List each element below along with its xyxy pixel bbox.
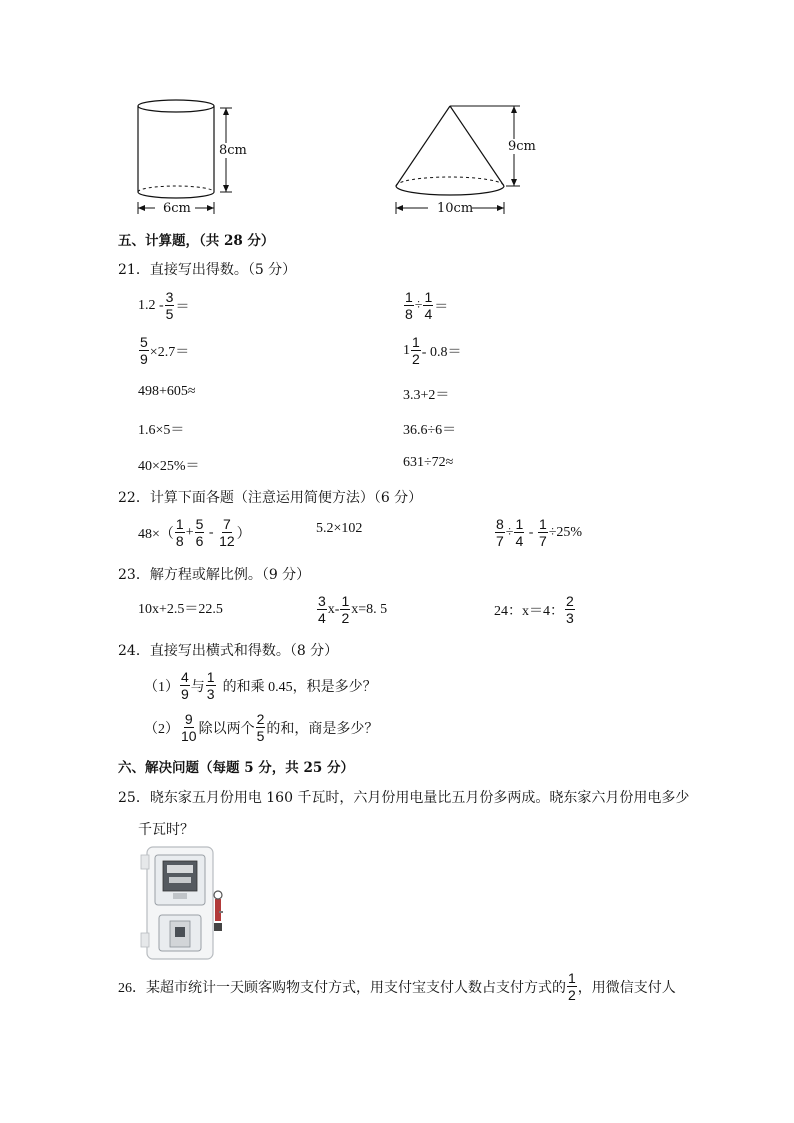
q21-item-1: 1.2 - $\frac{3}{5}$ ＝ xyxy=(138,289,190,322)
fraction: $\frac{1}{7}$ xyxy=(538,516,547,549)
q21-item-4: 1 $\frac{1}{2}$ - 0.8＝ xyxy=(403,334,462,367)
cone-height-label: 9cm xyxy=(508,139,536,154)
fraction: $\frac{1}{2}$ xyxy=(412,334,420,367)
q24-title: 24．直接写出横式和得数。（8 分） xyxy=(118,643,339,659)
q22-expr-1: 48×（ $\frac{1}{8}$ + $\frac{5}{6}$ - $\frac{7}{12}$ ） xyxy=(138,516,251,549)
q23-eq-3: 24：x＝4： $\frac{2}{3}$ xyxy=(494,593,574,626)
fraction: $\frac{3}{5}$ xyxy=(165,289,174,322)
q24-part-2: （2） $\frac{9}{10}$ 除以两个 $\frac{2}{5}$ 的和，商是多少？ xyxy=(144,711,379,744)
q26-line: 26．某超市统计一天顾客购物支付方式，用支付宝支付人数占支付方式的 $\frac{1}{2}$ ，用微信支付人 xyxy=(118,970,676,1003)
q22-expr-3: $\frac{8}{7}$ ÷ $\frac{1}{4}$ - $\frac{1}{7}$ ÷25% xyxy=(496,516,583,549)
fraction: $\frac{7}{12}$ xyxy=(219,516,235,549)
q21-item-10: 631÷72≈ xyxy=(403,455,454,470)
q23-eq-2: $\frac{3}{4}$ x- $\frac{1}{2}$ x=8. 5 xyxy=(318,593,388,626)
q25-line-2: 千瓦时？ xyxy=(138,822,194,838)
fraction: $\frac{9}{10}$ xyxy=(181,711,197,744)
fraction: $\frac{5}{9}$ xyxy=(140,334,148,367)
q21-item-6: 3.3+2＝ xyxy=(403,388,450,403)
q24-part-1: （1） $\frac{4}{9}$ 与 $\frac{1}{3}$ 的和乘 0.45，积是多少？ xyxy=(144,669,377,702)
fraction: $\frac{1}{8}$ xyxy=(175,516,184,549)
q22-title: 22．计算下面各题（注意运用简便方法）（6 分） xyxy=(118,490,423,506)
section6-title: 六、解决问题（每题 5 分，共 25 分） xyxy=(118,760,354,776)
q21-item-3: $\frac{5}{9}$ ×2.7＝ xyxy=(140,334,190,367)
fraction: $\frac{2}{5}$ xyxy=(256,711,265,744)
electric-meter-box-image xyxy=(133,843,238,963)
fraction: $\frac{1}{4}$ xyxy=(515,516,524,549)
q25-line-1: 25．晓东家五月份用电 160 千瓦时，六月份用电量比五月份多两成。晓东家六月份用电多少 xyxy=(118,790,690,806)
fraction: $\frac{3}{4}$ xyxy=(318,593,326,626)
fraction: $\frac{8}{7}$ xyxy=(496,516,504,549)
cylinder-figure xyxy=(125,96,265,221)
fraction: $\frac{5}{6}$ xyxy=(195,516,204,549)
fraction: $\frac{1}{3}$ xyxy=(206,669,215,702)
q21-item-2: $\frac{1}{8}$ ÷ $\frac{1}{4}$ ＝ xyxy=(405,289,449,322)
section5-title: 五、计算题，（共 28 分） xyxy=(118,233,275,249)
q21-title: 21．直接写出得数。（5 分） xyxy=(118,262,297,278)
q21-item-9: 40×25%＝ xyxy=(138,459,200,474)
q23-title: 23．解方程或解比例。（9 分） xyxy=(118,567,311,583)
fraction: $\frac{1}{2}$ xyxy=(341,593,350,626)
cylinder-height-label: 8cm xyxy=(219,143,247,158)
fraction: $\frac{1}{8}$ xyxy=(405,289,413,322)
fraction: $\frac{4}{9}$ xyxy=(181,669,189,702)
fraction: $\frac{1}{4}$ xyxy=(424,289,433,322)
q21-item-5: 498+605≈ xyxy=(138,384,196,399)
fraction: $\frac{1}{2}$ xyxy=(568,970,576,1003)
cone-diameter-label: 10cm xyxy=(437,201,474,216)
cylinder-diameter-label: 6cm xyxy=(163,201,191,216)
q22-expr-2: 5.2×102 xyxy=(316,521,363,536)
q21-item-7: 1.6×5＝ xyxy=(138,423,185,438)
fraction: $\frac{2}{3}$ xyxy=(566,593,574,626)
q23-eq-1: 10x+2.5＝22.5 xyxy=(138,602,223,617)
q21-item-8: 36.6÷6＝ xyxy=(403,423,457,438)
